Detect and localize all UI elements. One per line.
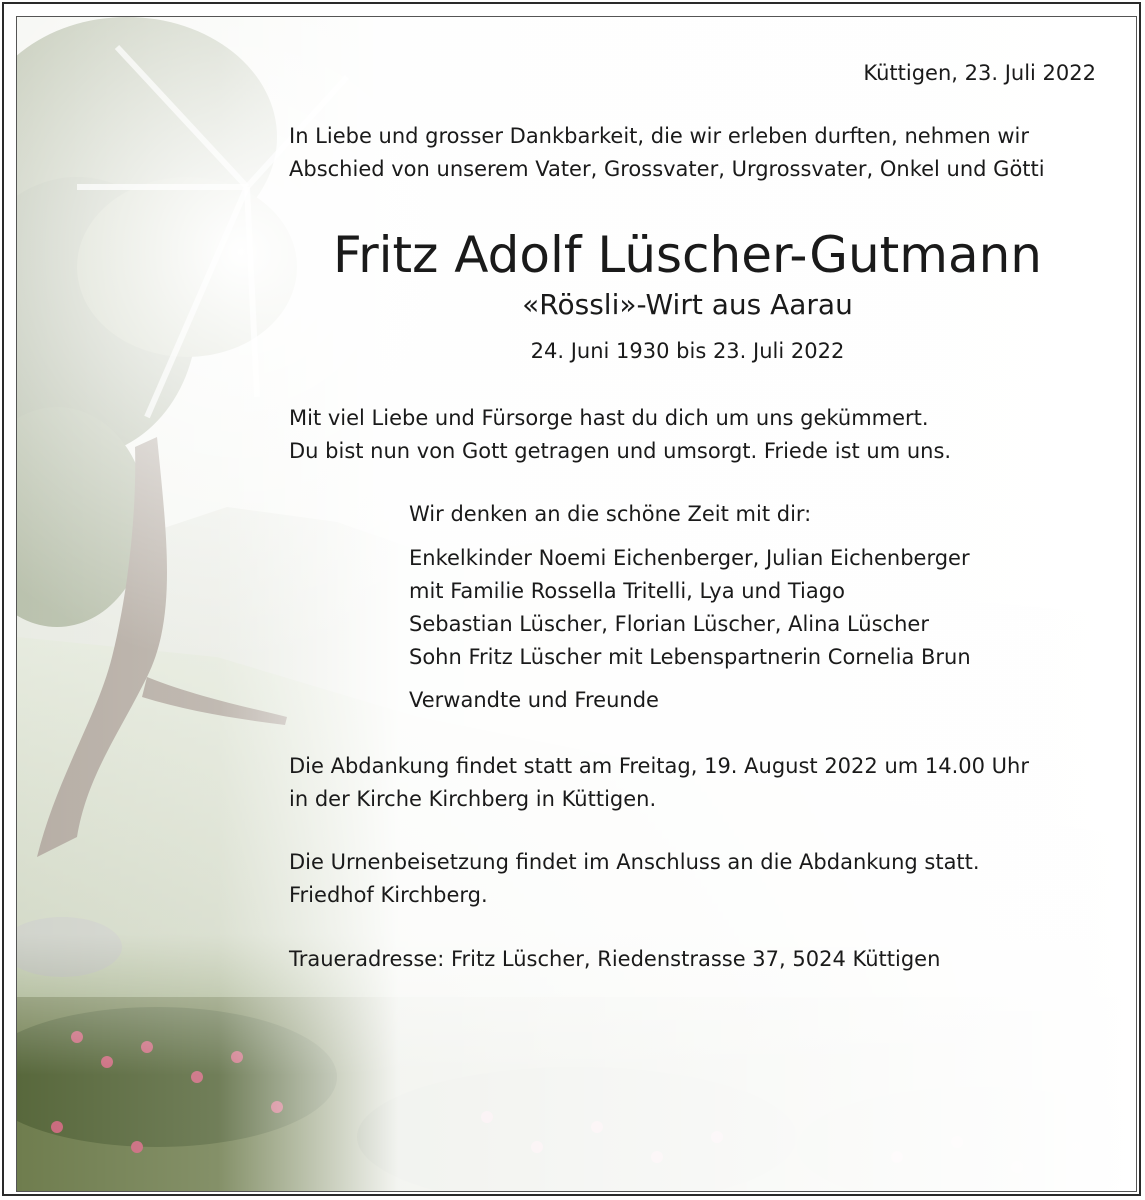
family-list <box>409 542 971 674</box>
deceased-subtitle: «Rössli»-Wirt aus Aarau <box>522 288 853 321</box>
verse-text <box>289 402 951 468</box>
notice-panel <box>16 16 1137 1192</box>
mourning-address: Traueradresse: Fritz Lüscher, Riedenstrasse 37, 5024 Küttigen <box>289 947 941 971</box>
intro-text <box>289 120 1045 186</box>
service-line: Die Abdankung findet statt am Freitag, 19. August 2022 um 14.00 Uhr <box>289 754 1029 778</box>
family-line: mit Familie Rossella Tritelli, Lya und Tiago <box>409 579 845 603</box>
intro-line: Abschied von unserem Vater, Grossvater, Urgrossvater, Onkel und Götti <box>289 157 1045 181</box>
deceased-name: Fritz Adolf Lüscher-Gutmann <box>332 226 1042 284</box>
service-line: in der Kirche Kirchberg in Küttigen. <box>289 787 657 811</box>
verse-line: Mit viel Liebe und Fürsorge hast du dich um uns gekümmert. <box>289 406 929 430</box>
verse-line: Du bist nun von Gott getragen und umsorgt. Friede ist um uns. <box>289 439 952 463</box>
relatives-line: Verwandte und Freunde <box>409 688 659 712</box>
urn-line: Die Urnenbeisetzung findet im Anschluss an die Abdankung statt. <box>289 850 980 874</box>
lifespan-dates: 24. Juni 1930 bis 23. Juli 2022 <box>530 339 845 363</box>
urn-burial-info <box>289 846 980 912</box>
outer-frame <box>2 2 1141 1196</box>
family-line: Enkelkinder Noemi Eichenberger, Julian Eichenberger <box>409 546 970 570</box>
place-date: Küttigen, 23. Juli 2022 <box>863 61 1096 85</box>
remembrance-heading: Wir denken an die schöne Zeit mit dir: <box>409 502 812 526</box>
service-info <box>289 750 1029 816</box>
urn-line: Friedhof Kirchberg. <box>289 883 488 907</box>
family-line: Sebastian Lüscher, Florian Lüscher, Alina Lüscher <box>409 612 929 636</box>
intro-line: In Liebe und grosser Dankbarkeit, die wir erleben durften, nehmen wir <box>289 124 1030 148</box>
family-line: Sohn Fritz Lüscher mit Lebenspartnerin Cornelia Brun <box>409 645 971 669</box>
